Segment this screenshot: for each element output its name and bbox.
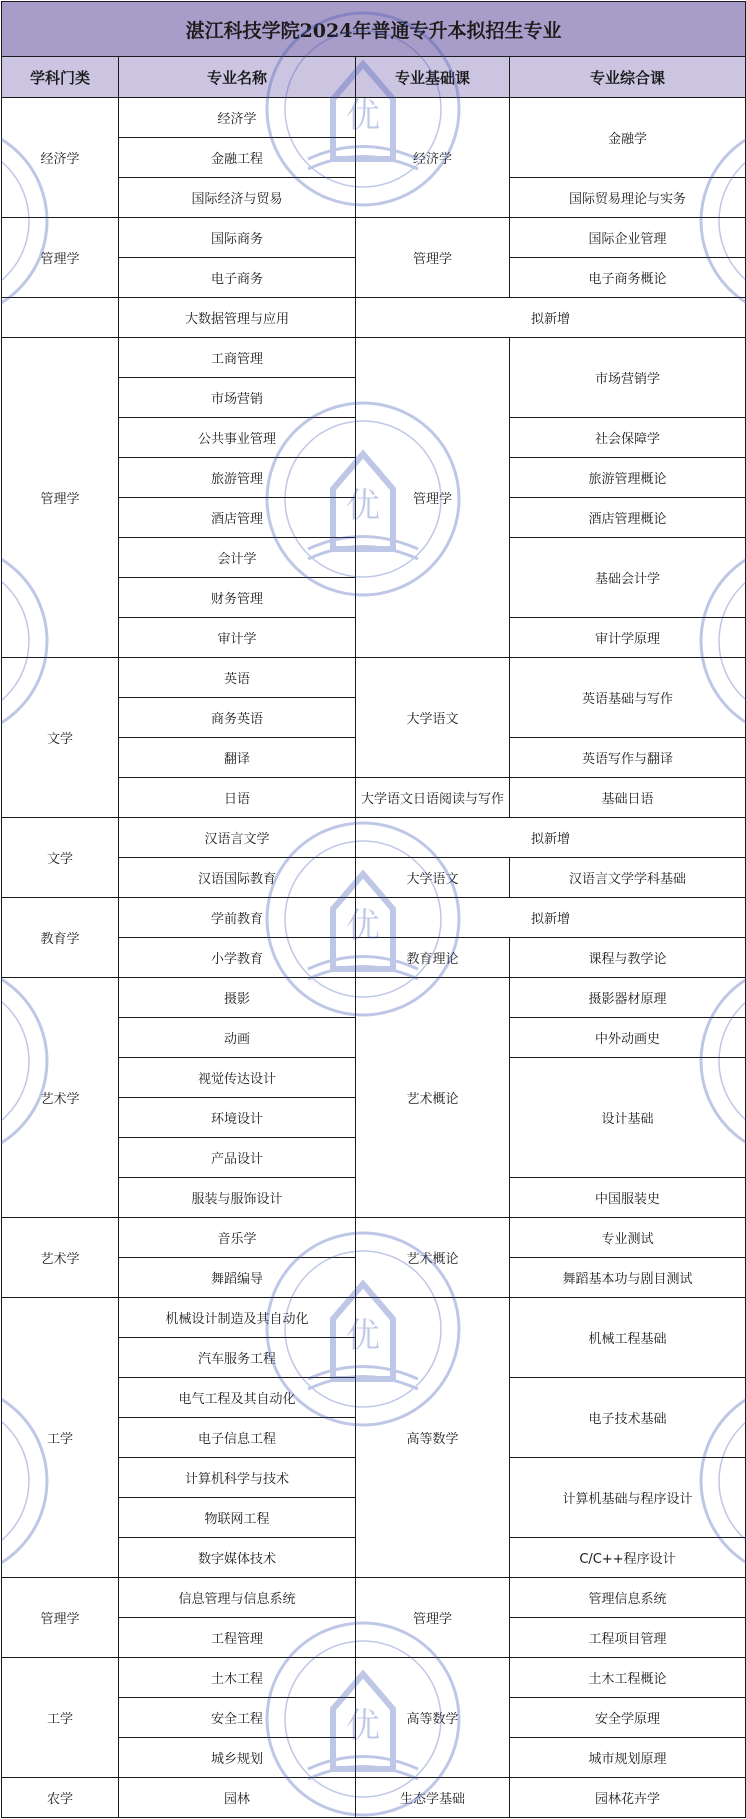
major-cell: 学前教育 [119,898,356,938]
category-cell: 管理学 [2,1578,119,1658]
comprehensive-course-cell: C/C++程序设计 [510,1538,746,1578]
major-cell: 电气工程及其自动化 [119,1378,356,1418]
comprehensive-course-cell: 摄影器材原理 [510,978,746,1018]
comprehensive-course-cell: 金融学 [510,98,746,178]
basic-course-cell: 艺术概论 [356,1218,510,1298]
major-cell: 商务英语 [119,698,356,738]
comprehensive-course-cell: 英语写作与翻译 [510,738,746,778]
watermark-logo-char: 优 [346,906,380,946]
major-cell: 汉语言文学 [119,818,356,858]
comprehensive-course-cell: 基础日语 [510,778,746,818]
comprehensive-course-cell: 专业测试 [510,1218,746,1258]
major-cell: 旅游管理 [119,458,356,498]
new-major-note: 拟新增 [356,818,746,858]
major-cell: 小学教育 [119,938,356,978]
category-cell: 农学 [2,1778,119,1818]
basic-course-cell: 高等数学 [356,1298,510,1578]
comprehensive-course-cell: 城市规划原理 [510,1738,746,1778]
comprehensive-course-cell: 国际企业管理 [510,218,746,258]
header-basic-course: 专业基础课 [356,57,510,98]
watermark-logo-char: 优 [346,1706,380,1746]
comprehensive-course-cell: 计算机基础与程序设计 [510,1458,746,1538]
watermark-logo-char: 优 [346,96,380,136]
major-cell: 电子商务 [119,258,356,298]
category-cell: 工学 [2,1298,119,1578]
comprehensive-course-cell: 设计基础 [510,1058,746,1178]
major-cell: 摄影 [119,978,356,1018]
comprehensive-course-cell: 机械工程基础 [510,1298,746,1378]
basic-course-cell: 艺术概论 [356,978,510,1218]
category-cell: 文学 [2,818,119,898]
basic-course-cell: 高等数学 [356,1658,510,1778]
watermark-logo-char: 优 [346,486,380,526]
basic-course-cell: 经济学 [356,98,510,218]
major-cell: 大数据管理与应用 [119,298,356,338]
basic-course-cell: 生态学基础 [356,1778,510,1818]
major-cell: 园林 [119,1778,356,1818]
major-cell: 国际商务 [119,218,356,258]
major-cell: 日语 [119,778,356,818]
major-cell: 汉语国际教育 [119,858,356,898]
basic-course-cell: 管理学 [356,1578,510,1658]
major-cell: 计算机科学与技术 [119,1458,356,1498]
comprehensive-course-cell: 安全学原理 [510,1698,746,1738]
category-cell: 经济学 [2,98,119,218]
comprehensive-course-cell: 基础会计学 [510,538,746,618]
major-cell: 安全工程 [119,1698,356,1738]
category-cell: 文学 [2,658,119,818]
major-cell: 物联网工程 [119,1498,356,1538]
comprehensive-course-cell: 国际贸易理论与实务 [510,178,746,218]
majors-table [1,1,746,1818]
major-cell: 环境设计 [119,1098,356,1138]
comprehensive-course-cell: 电子商务概论 [510,258,746,298]
header-category: 学科门类 [2,57,119,98]
major-cell: 会计学 [119,538,356,578]
major-cell: 英语 [119,658,356,698]
category-cell: 管理学 [2,218,119,298]
header-comprehensive-course: 专业综合课 [510,57,746,98]
comprehensive-course-cell: 管理信息系统 [510,1578,746,1618]
header-major: 专业名称 [119,57,356,98]
major-cell: 土木工程 [119,1658,356,1698]
comprehensive-course-cell: 中国服装史 [510,1178,746,1218]
comprehensive-course-cell: 中外动画史 [510,1018,746,1058]
comprehensive-course-cell: 社会保障学 [510,418,746,458]
major-cell: 财务管理 [119,578,356,618]
category-cell: 艺术学 [2,1218,119,1298]
comprehensive-course-cell: 市场营销学 [510,338,746,418]
comprehensive-course-cell: 旅游管理概论 [510,458,746,498]
major-cell: 汽车服务工程 [119,1338,356,1378]
comprehensive-course-cell: 工程项目管理 [510,1618,746,1658]
major-cell: 国际经济与贸易 [119,178,356,218]
major-cell: 服装与服饰设计 [119,1178,356,1218]
major-cell: 机械设计制造及其自动化 [119,1298,356,1338]
major-cell: 审计学 [119,618,356,658]
category-cell: 管理学 [2,338,119,658]
basic-course-cell: 大学语文 [356,658,510,778]
major-cell: 电子信息工程 [119,1418,356,1458]
comprehensive-course-cell: 舞蹈基本功与剧目测试 [510,1258,746,1298]
major-cell: 动画 [119,1018,356,1058]
major-cell: 金融工程 [119,138,356,178]
basic-course-cell: 管理学 [356,218,510,298]
basic-course-cell: 教育理论 [356,938,510,978]
major-cell: 城乡规划 [119,1738,356,1778]
category-cell: 工学 [2,1658,119,1778]
watermark-logo-char: 优 [346,1316,380,1356]
major-cell: 工商管理 [119,338,356,378]
comprehensive-course-cell: 汉语言文学学科基础 [510,858,746,898]
major-cell: 视觉传达设计 [119,1058,356,1098]
page-title: 湛江科技学院2024年普通专升本拟招生专业 [2,2,746,57]
major-cell: 信息管理与信息系统 [119,1578,356,1618]
new-major-note: 拟新增 [356,298,746,338]
major-cell: 经济学 [119,98,356,138]
comprehensive-course-cell: 审计学原理 [510,618,746,658]
category-cell: 教育学 [2,898,119,978]
basic-course-cell: 大学语文 [356,858,510,898]
category-cell: 艺术学 [2,978,119,1218]
major-cell: 音乐学 [119,1218,356,1258]
comprehensive-course-cell: 英语基础与写作 [510,658,746,738]
major-cell: 产品设计 [119,1138,356,1178]
major-cell: 公共事业管理 [119,418,356,458]
category-cell [2,298,119,338]
major-cell: 工程管理 [119,1618,356,1658]
major-cell: 舞蹈编导 [119,1258,356,1298]
comprehensive-course-cell: 园林花卉学 [510,1778,746,1818]
major-cell: 市场营销 [119,378,356,418]
comprehensive-course-cell: 课程与教学论 [510,938,746,978]
comprehensive-course-cell: 土木工程概论 [510,1658,746,1698]
major-cell: 翻译 [119,738,356,778]
basic-course-cell: 管理学 [356,338,510,658]
basic-course-cell: 大学语文日语阅读与写作 [356,778,510,818]
comprehensive-course-cell: 酒店管理概论 [510,498,746,538]
new-major-note: 拟新增 [356,898,746,938]
major-cell: 酒店管理 [119,498,356,538]
major-cell: 数字媒体技术 [119,1538,356,1578]
comprehensive-course-cell: 电子技术基础 [510,1378,746,1458]
